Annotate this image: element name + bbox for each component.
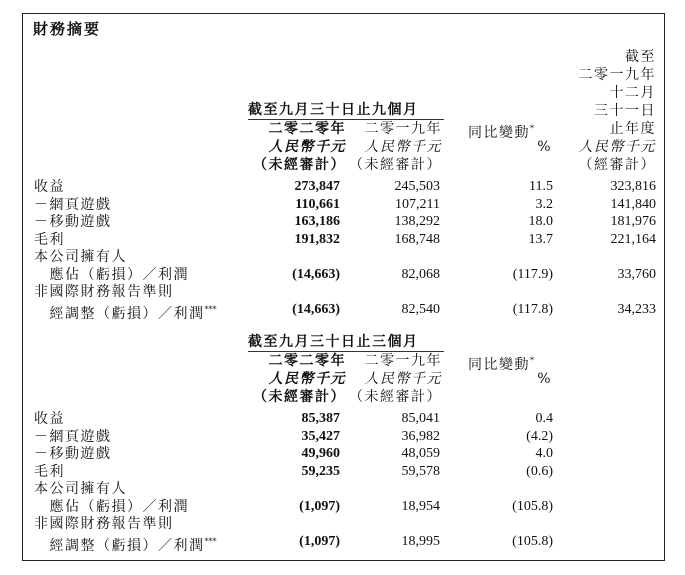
top-row-label: －移動遊戲 bbox=[34, 214, 112, 230]
top-period-heading: 截至九月三十日止九個月 bbox=[248, 102, 419, 118]
top-cell-change: 3.2 bbox=[535, 196, 553, 212]
top-col-fy-line5: 止年度 bbox=[609, 121, 656, 137]
top-col-prior-unit: 人民幣千元 bbox=[364, 139, 442, 155]
top-row-label: 經調整（虧損）／利潤*** bbox=[34, 304, 217, 322]
top-cell-change: 18.0 bbox=[528, 214, 553, 229]
top-cell-current: 191,832 bbox=[294, 231, 340, 247]
top-cell-change: (117.8) bbox=[512, 301, 553, 317]
top-cell-fy: 221,164 bbox=[610, 231, 656, 247]
bottom-col-current-unit: 人民幣千元 bbox=[268, 371, 346, 387]
bottom-col-prior-audit: （未經審計） bbox=[349, 389, 442, 405]
top-row-label: 收益 bbox=[34, 179, 65, 195]
top-col-current-unit: 人民幣千元 bbox=[268, 139, 346, 155]
bottom-cell-current: (1,097) bbox=[299, 498, 340, 514]
top-cell-current: (14,663) bbox=[292, 266, 340, 282]
top-cell-prior: 168,748 bbox=[394, 231, 440, 247]
bottom-col-current-year: 二零二零年 bbox=[268, 353, 346, 369]
top-col-fy-audit: （經審計） bbox=[578, 157, 656, 173]
bottom-cell-prior: 36,982 bbox=[401, 428, 440, 444]
bottom-cell-change: (0.6) bbox=[526, 463, 553, 479]
top-col-current-year: 二零二零年 bbox=[268, 121, 346, 137]
top-row-label: －網頁遊戲 bbox=[34, 196, 112, 213]
bottom-cell-prior: 18,995 bbox=[401, 533, 440, 549]
bottom-cell-current: (1,097) bbox=[299, 533, 340, 549]
bottom-cell-change: 0.4 bbox=[535, 411, 553, 426]
bottom-row-label: －移動遊戲 bbox=[34, 446, 112, 462]
bottom-cell-prior: 59,578 bbox=[401, 463, 440, 479]
top-cell-fy: 33,760 bbox=[617, 266, 656, 282]
bottom-col-prior-year: 二零一九年 bbox=[364, 353, 442, 369]
top-cell-fy: 181,976 bbox=[610, 214, 656, 229]
bottom-col-change-label: 同比變動* bbox=[468, 356, 534, 373]
top-cell-fy: 34,233 bbox=[617, 301, 656, 317]
top-col-current-audit: （未經審計） bbox=[253, 157, 346, 173]
bottom-col-change-unit: % bbox=[537, 371, 552, 387]
bottom-cell-prior: 85,041 bbox=[401, 411, 440, 426]
top-col-fy-line2: 二零一九年 bbox=[578, 67, 656, 83]
bottom-row-label: 應佔（虧損）／利潤 bbox=[34, 498, 189, 515]
section-title: 財務摘要 bbox=[33, 20, 102, 38]
top-cell-fy: 141,840 bbox=[610, 196, 656, 212]
top-col-change-label: 同比變動* bbox=[468, 124, 534, 141]
top-col-fy-unit: 人民幣千元 bbox=[578, 139, 656, 155]
bottom-col-prior-unit: 人民幣千元 bbox=[364, 371, 442, 387]
top-cell-change: 13.7 bbox=[528, 231, 553, 247]
top-cell-prior: 107,211 bbox=[395, 196, 440, 212]
bottom-cell-current: 59,235 bbox=[301, 463, 340, 479]
top-cell-current: 110,661 bbox=[295, 196, 340, 212]
top-cell-current: 163,186 bbox=[294, 214, 340, 229]
top-col-fy-line3: 十二月 bbox=[609, 85, 656, 101]
bottom-row-label: －網頁遊戲 bbox=[34, 428, 112, 445]
bottom-cell-change: 4.0 bbox=[535, 446, 553, 461]
top-cell-fy: 323,816 bbox=[610, 179, 656, 194]
bottom-row-label: 毛利 bbox=[34, 463, 65, 480]
top-cell-prior: 245,503 bbox=[394, 179, 440, 194]
bottom-cell-prior: 18,954 bbox=[401, 498, 440, 514]
top-col-change-unit: % bbox=[537, 139, 552, 155]
bottom-cell-current: 85,387 bbox=[301, 411, 340, 426]
top-col-fy-line4: 三十一日 bbox=[594, 103, 656, 119]
top-cell-current: 273,847 bbox=[294, 179, 340, 194]
top-col-prior-year: 二零一九年 bbox=[364, 121, 442, 137]
top-cell-change: 11.5 bbox=[529, 179, 553, 194]
bottom-cell-prior: 48,059 bbox=[401, 446, 440, 461]
bottom-cell-current: 49,960 bbox=[301, 446, 340, 461]
top-cell-change: (117.9) bbox=[512, 266, 553, 282]
bottom-cell-change: (105.8) bbox=[512, 533, 553, 549]
bottom-period-heading: 截至九月三十日止三個月 bbox=[248, 334, 419, 350]
bottom-row-label: 本公司擁有人 bbox=[34, 481, 127, 497]
top-col-prior-audit: （未經審計） bbox=[349, 157, 442, 173]
bottom-row-label: 非國際財務報告準則 bbox=[34, 516, 174, 532]
bottom-cell-change: (105.8) bbox=[512, 498, 553, 514]
top-row-label: 非國際財務報告準則 bbox=[34, 284, 174, 300]
top-cell-prior: 138,292 bbox=[394, 214, 440, 229]
top-cell-prior: 82,540 bbox=[401, 301, 440, 317]
top-row-label: 應佔（虧損）／利潤 bbox=[34, 266, 189, 283]
bottom-row-label: 收益 bbox=[34, 411, 65, 427]
bottom-cell-current: 35,427 bbox=[301, 428, 340, 444]
bottom-col-current-audit: （未經審計） bbox=[253, 389, 346, 405]
top-cell-prior: 82,068 bbox=[401, 266, 440, 282]
top-row-label: 毛利 bbox=[34, 231, 65, 248]
bottom-row-label: 經調整（虧損）／利潤*** bbox=[34, 536, 217, 554]
bottom-cell-change: (4.2) bbox=[526, 428, 553, 444]
top-cell-current: (14,663) bbox=[292, 301, 340, 317]
top-row-label: 本公司擁有人 bbox=[34, 249, 127, 265]
top-col-fy-line1: 截至 bbox=[625, 49, 656, 65]
